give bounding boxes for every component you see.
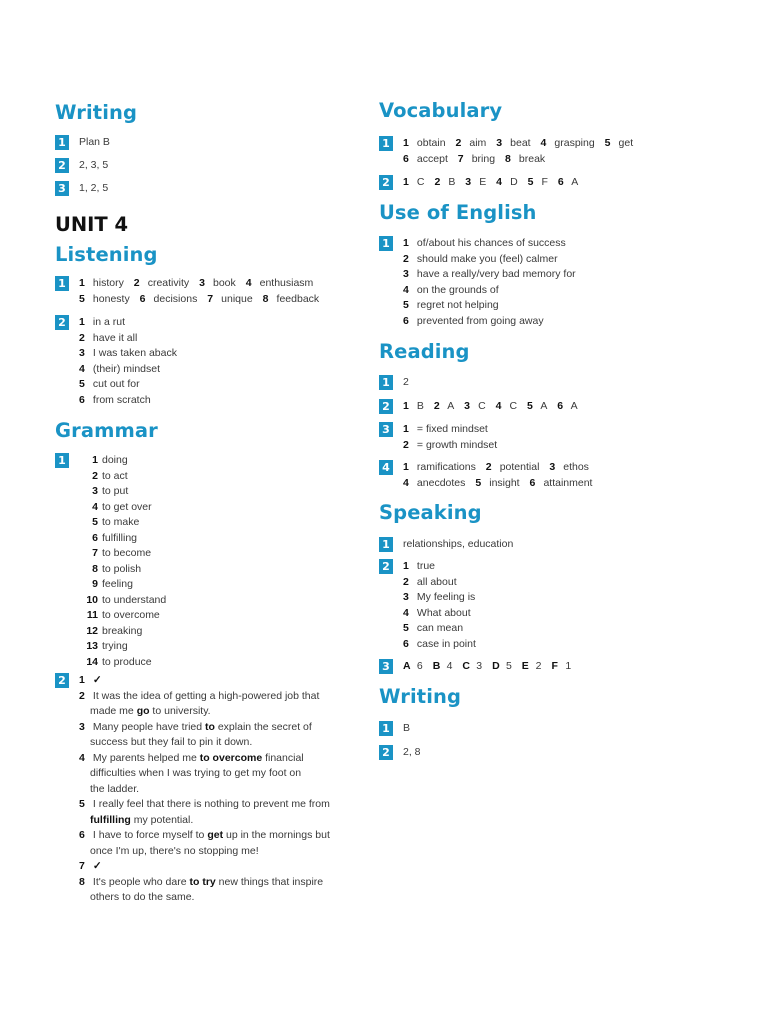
answer-word: on the grounds of [416, 283, 499, 296]
answer-row [79, 276, 326, 292]
answer-word: made me [90, 705, 137, 717]
answer-line [79, 593, 166, 609]
answer-word: attainment [543, 476, 593, 489]
answer-word: feeling [102, 578, 133, 590]
answer-line-cont [79, 890, 330, 906]
answer-row [403, 460, 599, 476]
answer-word: A [447, 400, 455, 412]
answer-row [79, 292, 326, 308]
answer-word: to polish [102, 562, 142, 575]
answer-word: true [416, 560, 436, 572]
item-number: 6 [79, 829, 85, 841]
answer-list [79, 315, 177, 408]
item-number: E [521, 660, 529, 672]
answer-line [79, 624, 166, 640]
answer-line [79, 484, 166, 500]
item-number: 4 [540, 137, 547, 149]
answer-word: fulfilling [102, 531, 138, 544]
answer-word: my potential. [130, 813, 194, 826]
item-number: A [403, 660, 411, 672]
answer-line [79, 639, 166, 655]
answer-word: can mean [416, 622, 464, 634]
item-number: 2 [455, 137, 462, 149]
answer-word: get [618, 137, 634, 149]
answer-list [79, 453, 166, 670]
answer-line-cont [79, 735, 330, 751]
item-number: 6 [557, 400, 564, 412]
item-number: 4 [92, 500, 98, 513]
answer-line [403, 637, 476, 653]
answer-row [403, 175, 585, 191]
answer-text: Plan B [79, 136, 110, 148]
answer-word: insight [489, 476, 520, 489]
answer-word: I have to force myself to [92, 829, 208, 841]
answer-word: grasping [554, 137, 595, 149]
answer-line [79, 655, 166, 671]
answer-word: to act [102, 469, 128, 482]
answer-word: to make [102, 516, 140, 528]
answer-line [79, 875, 330, 891]
answer-block [403, 399, 585, 415]
item-number: 4 [495, 400, 502, 412]
answer-word: anecdotes [416, 476, 466, 489]
answer-line [79, 315, 177, 331]
answer-word: A [571, 176, 579, 188]
exercise-number-badge: 2 [379, 175, 393, 190]
item-number: 10 [86, 593, 98, 606]
answer-line [79, 331, 177, 347]
answer-word: history [92, 277, 124, 289]
exercise-number-badge: 2 [55, 673, 69, 688]
item-number: 6 [92, 531, 98, 544]
answer-line-cont [79, 844, 330, 860]
item-number: 7 [79, 860, 85, 872]
item-number: 7 [92, 547, 98, 559]
answer-word: go [136, 705, 150, 717]
answer-word: case in point [416, 637, 476, 650]
item-number: 1 [403, 237, 409, 249]
item-number: 5 [403, 622, 409, 634]
answer-line [79, 546, 166, 562]
answer-word: to try [189, 875, 216, 888]
item-number: 3 [464, 400, 470, 412]
answer-word: prevented from going away [416, 314, 544, 327]
answer-block [403, 136, 640, 167]
item-number: 8 [262, 292, 269, 305]
answer-list [403, 559, 476, 652]
answer-word: to understand [102, 593, 167, 606]
answer-line [79, 362, 177, 378]
item-number: 4 [79, 362, 85, 375]
answer-line [79, 562, 166, 578]
exercise-number-badge: 1 [55, 276, 69, 291]
item-number: 3 [79, 347, 85, 359]
answer-word: 5 [505, 660, 512, 672]
answer-line-cont [79, 813, 330, 829]
answer-word: up in the mornings but [223, 829, 330, 841]
answer-word: It was the idea of getting a high-powered job that [92, 689, 320, 702]
answer-word: decisions [153, 292, 198, 305]
answer-line [403, 621, 476, 637]
answer-word: difficulties when I was trying to get my foot on [90, 767, 302, 779]
answer-line-cont [79, 766, 330, 782]
answer-word: to overcome [102, 609, 160, 621]
answer-word: cut out for [92, 378, 140, 390]
item-number: 8 [92, 562, 98, 575]
item-number: 5 [527, 400, 533, 412]
answer-row [403, 136, 640, 152]
item-number: 1 [92, 454, 98, 466]
exercise-number-badge: 1 [55, 135, 69, 150]
item-number: 4 [403, 283, 409, 296]
answer-text: 2, 3, 5 [79, 159, 109, 171]
answer-line [403, 236, 576, 252]
item-number: 2 [79, 689, 85, 702]
item-number: 2 [133, 277, 140, 289]
item-number: 9 [92, 578, 98, 590]
item-number: 5 [79, 292, 85, 305]
answer-line [403, 283, 576, 299]
answer-line [79, 500, 166, 516]
answer-word: 6 [416, 660, 423, 672]
unit-title: UNIT 4 [55, 213, 129, 236]
answer-word: = fixed mindset [416, 423, 488, 435]
answer-word: A [540, 400, 548, 412]
item-number: 4 [403, 476, 409, 489]
answer-word: to overcome [199, 751, 263, 764]
answer-word: from scratch [92, 393, 151, 406]
item-number: 3 [403, 268, 409, 280]
answer-word: to university. [149, 705, 211, 717]
answer-list [403, 236, 576, 329]
answer-word: B [448, 176, 456, 188]
answer-word: have a really/very bad memory for [416, 268, 576, 280]
item-number: 1 [79, 277, 85, 289]
exercise-number-badge: 1 [379, 537, 393, 552]
answer-word: break [518, 152, 546, 165]
item-number: 1 [403, 423, 409, 435]
answer-word: My parents helped me [92, 751, 200, 764]
answer-line-cont [79, 782, 330, 798]
item-number: 5 [527, 176, 534, 188]
item-number: 1 [403, 400, 409, 412]
exercise-number-badge: 1 [55, 453, 69, 468]
answer-list [403, 422, 497, 453]
answer-line [79, 751, 330, 767]
answer-word: feedback [276, 292, 320, 305]
answer-word: C [416, 176, 425, 188]
answer-word: It's people who dare [92, 875, 190, 888]
item-number: 12 [86, 624, 98, 637]
answer-word: D [510, 176, 518, 188]
answer-word: get [207, 829, 224, 841]
answer-line [79, 393, 177, 409]
item-number: 6 [529, 476, 536, 489]
answer-word: 2 [535, 660, 542, 672]
answer-word: trying [102, 640, 128, 652]
answer-word: doing [102, 454, 128, 466]
answer-word: all about [416, 575, 457, 588]
item-number: 3 [79, 720, 85, 733]
answer-line [79, 515, 166, 531]
answer-word: to get over [102, 500, 152, 513]
item-number: 4 [496, 176, 502, 188]
answer-word: book [212, 277, 236, 289]
item-number: 2 [403, 438, 409, 451]
answer-word: success but they fail to pin it down. [90, 736, 253, 748]
item-number: 3 [549, 461, 556, 473]
answer-word: = growth mindset [416, 438, 498, 451]
exercise-number-badge: 3 [379, 422, 393, 437]
answer-word: once I'm up, there's no stopping me! [90, 844, 259, 857]
answer-block [79, 276, 326, 307]
item-number: 13 [86, 640, 98, 652]
exercise-number-badge: 2 [379, 745, 393, 760]
item-number: 3 [496, 137, 503, 149]
answer-word: accept [416, 152, 448, 165]
answer-line [403, 575, 476, 591]
item-number: 6 [403, 152, 409, 165]
exercise-number-badge: 2 [55, 315, 69, 330]
answer-word: to produce [102, 655, 152, 668]
item-number: 4 [245, 277, 252, 289]
answer-word: bring [471, 152, 496, 165]
check-icon: ✓ [92, 860, 102, 872]
listening-heading: Listening [55, 243, 158, 266]
answer-word: honesty [92, 292, 130, 305]
item-number: 4 [79, 751, 85, 764]
item-number: C [462, 660, 470, 672]
answer-line [79, 377, 177, 393]
answer-word: beat [510, 137, 531, 149]
exercise-number-badge: 1 [379, 236, 393, 251]
answer-line [79, 828, 330, 844]
answer-word: 3 [476, 660, 483, 672]
answer-row [403, 152, 640, 168]
item-number: 2 [485, 461, 492, 473]
writing-heading-right: Writing [379, 685, 462, 708]
item-number: 1 [403, 176, 409, 188]
answer-line [79, 859, 330, 875]
item-number: 6 [403, 314, 409, 327]
item-number: 2 [434, 176, 441, 188]
answer-line [79, 797, 330, 813]
item-number: 5 [475, 476, 482, 489]
answer-line [403, 422, 497, 438]
speaking-heading: Speaking [379, 501, 482, 524]
answer-list [79, 673, 330, 906]
item-number: 2 [433, 400, 440, 412]
answer-word: ramifications [416, 461, 476, 473]
exercise-number-badge: 2 [379, 399, 393, 414]
answer-block [403, 175, 585, 191]
answer-line [79, 346, 177, 362]
answer-line [79, 720, 330, 736]
grammar-heading: Grammar [55, 419, 158, 442]
use-of-english-heading: Use of English [379, 201, 537, 224]
answer-line [403, 590, 476, 606]
answer-word: in a rut [92, 316, 126, 328]
answer-word: E [479, 176, 487, 188]
answer-word: others to do the same. [90, 891, 195, 903]
exercise-number-badge: 1 [379, 721, 393, 736]
answer-word: B [416, 400, 424, 412]
item-number: 6 [403, 637, 409, 650]
answer-word: fulfilling [90, 813, 131, 826]
answer-word: creativity [147, 277, 190, 289]
answer-word: 1 [565, 660, 572, 672]
exercise-number-badge: 1 [379, 375, 393, 390]
answer-word: What about [416, 606, 471, 619]
item-number: 6 [139, 292, 146, 305]
answer-text: B [403, 722, 411, 734]
answer-word: should make you (feel) calmer [416, 252, 558, 265]
item-number: 8 [504, 152, 511, 165]
answer-line [79, 453, 166, 469]
item-number: 5 [604, 137, 611, 149]
answer-block [403, 460, 599, 491]
answer-line [403, 267, 576, 283]
answer-row [403, 476, 599, 492]
answer-line [403, 559, 476, 575]
answer-block [403, 659, 578, 675]
item-number: 2 [403, 575, 409, 588]
reading-heading: Reading [379, 340, 470, 363]
exercise-number-badge: 3 [55, 181, 69, 196]
answer-word: 4 [446, 660, 453, 672]
answer-word: Many people have tried [92, 720, 205, 733]
item-number: 1 [403, 560, 409, 572]
answer-line [403, 314, 576, 330]
answer-word: explain the secret of [214, 720, 312, 733]
answer-word: enthusiasm [259, 277, 314, 289]
answer-word: I was taken aback [92, 347, 177, 359]
item-number: D [492, 660, 500, 672]
item-number: 5 [92, 516, 98, 528]
answer-word: My feeling is [416, 591, 476, 603]
exercise-number-badge: 4 [379, 460, 393, 475]
answer-line [79, 608, 166, 624]
answer-line [403, 252, 576, 268]
check-icon: ✓ [92, 674, 102, 686]
answer-word: ethos [563, 461, 589, 473]
answer-word: unique [221, 292, 253, 305]
answer-word: to become [102, 547, 152, 559]
item-number: 3 [92, 485, 98, 497]
item-number: 6 [557, 176, 564, 188]
answer-word: potential [499, 461, 540, 473]
item-number: 1 [79, 316, 85, 328]
answer-word: breaking [102, 624, 143, 637]
answer-word: regret not helping [416, 299, 499, 311]
item-number: 3 [403, 591, 409, 603]
item-number: 8 [79, 875, 85, 888]
answer-row [403, 659, 578, 675]
answer-word: A [570, 400, 578, 412]
answer-word: to put [102, 485, 129, 497]
item-number: 1 [403, 461, 409, 473]
exercise-number-badge: 2 [55, 158, 69, 173]
item-number: 5 [79, 378, 85, 390]
item-number: 1 [79, 674, 85, 686]
answer-word: to [205, 720, 215, 733]
item-number: 2 [79, 331, 85, 344]
answer-row [403, 399, 585, 415]
item-number: 3 [465, 176, 472, 188]
item-number: B [432, 660, 441, 672]
item-number: 6 [79, 393, 85, 406]
answer-word: of/about his chances of success [416, 237, 566, 249]
answer-word: aim [469, 137, 487, 149]
answer-word: (their) mindset [92, 362, 161, 375]
answer-word: obtain [416, 137, 446, 149]
answer-text: relationships, education [403, 538, 514, 550]
item-number: 11 [86, 609, 98, 621]
answer-line [79, 469, 166, 485]
item-number: F [551, 660, 558, 672]
answer-line [403, 298, 576, 314]
exercise-number-badge: 1 [379, 136, 393, 151]
answer-word: have it all [92, 331, 138, 344]
answer-line [403, 438, 497, 454]
item-number: 1 [403, 137, 409, 149]
item-number: 3 [199, 277, 205, 289]
item-number: 7 [207, 292, 214, 305]
item-number: 5 [403, 299, 409, 311]
answer-line-cont [79, 704, 330, 720]
item-number: 2 [403, 252, 409, 265]
answer-word: financial [262, 751, 304, 764]
answer-word: F [541, 176, 548, 188]
answer-word: new things that inspire [215, 875, 324, 888]
exercise-number-badge: 3 [379, 659, 393, 674]
item-number: 2 [92, 469, 98, 482]
writing-heading: Writing [55, 101, 138, 124]
item-number: 7 [457, 152, 464, 165]
answer-line [79, 673, 330, 689]
item-number: 14 [86, 655, 98, 668]
answer-text: 1, 2, 5 [79, 182, 109, 194]
exercise-number-badge: 2 [379, 559, 393, 574]
answer-text: 2, 8 [403, 746, 421, 758]
answer-line [79, 689, 330, 705]
vocabulary-heading: Vocabulary [379, 99, 503, 122]
answer-word: I really feel that there is nothing to prevent me from [92, 798, 330, 810]
answer-word: C [478, 400, 486, 412]
item-number: 5 [79, 798, 85, 810]
answer-line [403, 606, 476, 622]
answer-word: C [509, 400, 518, 412]
answer-line [79, 531, 166, 547]
answer-line [79, 577, 166, 593]
item-number: 4 [403, 606, 409, 619]
answer-text: 2 [403, 376, 409, 388]
answer-word: the ladder. [90, 782, 140, 795]
